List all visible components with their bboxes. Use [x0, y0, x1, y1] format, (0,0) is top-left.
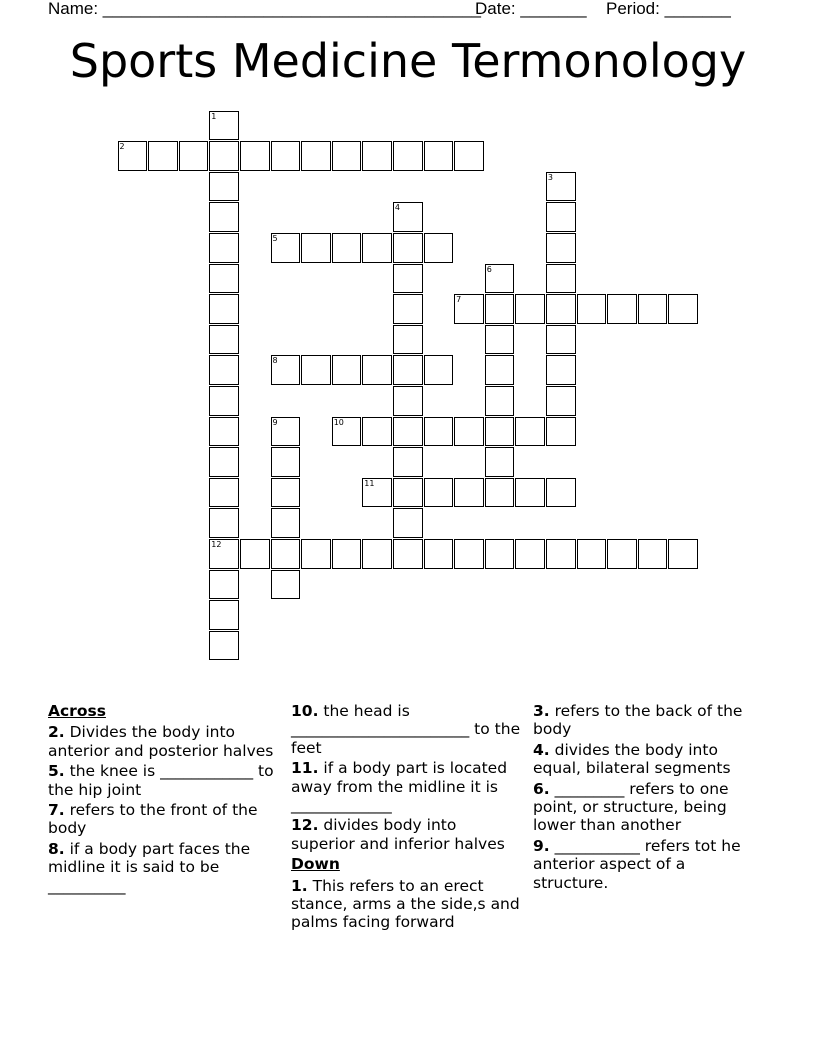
clue-across-12: 12. divides body into superior and inferior halves — [291, 816, 505, 853]
grid-cell[interactable] — [148, 141, 178, 171]
grid-cell[interactable] — [546, 233, 576, 263]
grid-cell[interactable] — [209, 141, 239, 171]
grid-cell[interactable] — [271, 570, 301, 600]
grid-cell[interactable] — [393, 447, 423, 477]
grid-cell[interactable] — [485, 447, 515, 477]
grid-cell[interactable] — [515, 478, 545, 508]
clue-across-7: 7. refers to the front of the body — [48, 801, 258, 838]
grid-cell[interactable] — [393, 508, 423, 538]
clue-across-5: 5. the knee is ____________ to the hip joint — [48, 762, 274, 799]
grid-cell[interactable] — [271, 447, 301, 477]
grid-cell[interactable] — [209, 478, 239, 508]
grid-cell[interactable] — [362, 355, 392, 385]
clue-down-1: 1. This refers to an erect stance, arms a the side,s and palms facing forward — [291, 876, 520, 932]
clue-number-7: 7 — [456, 295, 462, 305]
grid-cell[interactable] — [485, 294, 515, 324]
grid-cell[interactable] — [577, 294, 607, 324]
clue-number-2: 2 — [119, 142, 125, 152]
grid-cell[interactable] — [271, 478, 301, 508]
grid-cell[interactable] — [393, 325, 423, 355]
grid-cell[interactable] — [546, 264, 576, 294]
grid-cell[interactable] — [209, 294, 239, 324]
grid-cell[interactable] — [577, 539, 607, 569]
grid-cell[interactable] — [424, 141, 454, 171]
grid-cell[interactable] — [393, 539, 423, 569]
grid-cell[interactable] — [301, 233, 331, 263]
grid-cell[interactable] — [668, 539, 698, 569]
grid-cell[interactable] — [240, 141, 270, 171]
grid-cell[interactable] — [301, 141, 331, 171]
grid-cell[interactable] — [362, 141, 392, 171]
grid-cell[interactable] — [393, 386, 423, 416]
grid-cell[interactable] — [393, 355, 423, 385]
grid-cell[interactable] — [393, 233, 423, 263]
clue-number-6: 6 — [486, 264, 492, 274]
grid-cell[interactable] — [393, 478, 423, 508]
clue-across-10: 10. the head is _______________________ to the feet — [291, 702, 521, 757]
grid-cell[interactable] — [607, 294, 637, 324]
grid-cell[interactable] — [546, 539, 576, 569]
date-field[interactable]: Date: _______ — [475, 0, 587, 18]
grid-cell[interactable] — [485, 478, 515, 508]
grid-cell[interactable] — [424, 539, 454, 569]
grid-cell[interactable] — [393, 264, 423, 294]
grid-cell[interactable] — [362, 539, 392, 569]
grid-cell[interactable] — [485, 386, 515, 416]
clue-column-2 — [291, 702, 523, 934]
down-heading: Down — [291, 855, 340, 874]
grid-cell[interactable] — [209, 508, 239, 538]
grid-cell[interactable] — [209, 631, 239, 661]
clue-down-4: 4. divides the body into equal, bilateral segments — [533, 740, 731, 778]
clue-across-11: 11. if a body part is located away from the midline it is _____________ — [291, 759, 508, 815]
grid-cell[interactable] — [546, 478, 576, 508]
grid-cell[interactable] — [332, 233, 362, 263]
grid-cell[interactable] — [209, 600, 239, 630]
grid-cell[interactable] — [362, 233, 392, 263]
grid-cell[interactable] — [424, 417, 454, 447]
grid-cell[interactable] — [546, 202, 576, 232]
clue-number-3: 3 — [547, 172, 553, 182]
grid-cell[interactable] — [301, 539, 331, 569]
grid-cell[interactable] — [424, 355, 454, 385]
grid-cell[interactable] — [546, 355, 576, 385]
grid-cell[interactable] — [485, 355, 515, 385]
grid-cell[interactable] — [515, 294, 545, 324]
grid-cell[interactable] — [454, 539, 484, 569]
grid-cell[interactable] — [209, 264, 239, 294]
clue-number-1: 1 — [211, 111, 217, 121]
grid-cell[interactable] — [424, 233, 454, 263]
grid-cell[interactable] — [209, 417, 239, 447]
period-field[interactable]: Period: _______ — [606, 0, 731, 18]
grid-cell[interactable] — [454, 417, 484, 447]
grid-cell[interactable] — [546, 386, 576, 416]
grid-cell[interactable] — [515, 539, 545, 569]
grid-cell[interactable] — [332, 141, 362, 171]
grid-cell[interactable] — [362, 417, 392, 447]
grid-cell[interactable] — [515, 417, 545, 447]
grid-cell[interactable] — [209, 233, 239, 263]
grid-cell[interactable] — [271, 141, 301, 171]
grid-cell[interactable] — [209, 172, 239, 202]
grid-cell[interactable] — [454, 478, 484, 508]
name-field[interactable]: Name: ________________________________________ — [48, 0, 481, 18]
grid-cell[interactable] — [393, 417, 423, 447]
grid-cell[interactable] — [638, 539, 668, 569]
clue-column-1 — [48, 702, 276, 897]
grid-cell[interactable] — [271, 539, 301, 569]
grid-cell[interactable] — [332, 355, 362, 385]
grid-cell[interactable] — [454, 141, 484, 171]
clue-number-11: 11 — [364, 478, 375, 488]
grid-cell[interactable] — [209, 202, 239, 232]
grid-cell[interactable] — [240, 539, 270, 569]
grid-cell[interactable] — [485, 325, 515, 355]
grid-cell[interactable] — [485, 539, 515, 569]
grid-cell[interactable] — [393, 141, 423, 171]
grid-cell[interactable] — [209, 447, 239, 477]
clue-down-9: 9. ___________ refers tot he anterior aspect of a structure. — [533, 836, 741, 892]
clue-number-4: 4 — [394, 203, 400, 213]
clue-number-12: 12 — [211, 539, 222, 549]
grid-cell[interactable] — [485, 417, 515, 447]
clue-number-10: 10 — [333, 417, 344, 427]
grid-cell[interactable] — [179, 141, 209, 171]
clue-number-5: 5 — [272, 233, 278, 243]
grid-cell[interactable] — [546, 325, 576, 355]
page-title: Sports Medicine Termonology — [69, 34, 747, 88]
clue-column-3 — [533, 702, 765, 894]
grid-cell[interactable] — [638, 294, 668, 324]
clue-across-8: 8. if a body part faces the midline it is said to be __________ — [48, 839, 251, 895]
grid-cell[interactable] — [332, 539, 362, 569]
grid-cell[interactable] — [546, 294, 576, 324]
clue-down-6: 6. _________ refers to one point, or structure, being lower than another — [533, 779, 729, 835]
grid-cell[interactable] — [546, 417, 576, 447]
grid-cell[interactable] — [424, 478, 454, 508]
clue-across-2: 2. Divides the body into anterior and posterior halves — [48, 723, 274, 760]
grid-cell[interactable] — [607, 539, 637, 569]
grid-cell[interactable] — [301, 355, 331, 385]
clue-number-9: 9 — [272, 417, 278, 427]
grid-cell[interactable] — [668, 294, 698, 324]
grid-cell[interactable] — [271, 508, 301, 538]
clue-down-3: 3. refers to the back of the body — [533, 702, 743, 739]
grid-cell[interactable] — [209, 325, 239, 355]
across-heading: Across — [48, 702, 106, 720]
clue-number-8: 8 — [272, 356, 278, 366]
grid-cell[interactable] — [393, 294, 423, 324]
grid-cell[interactable] — [209, 355, 239, 385]
grid-cell[interactable] — [209, 386, 239, 416]
grid-cell[interactable] — [209, 570, 239, 600]
